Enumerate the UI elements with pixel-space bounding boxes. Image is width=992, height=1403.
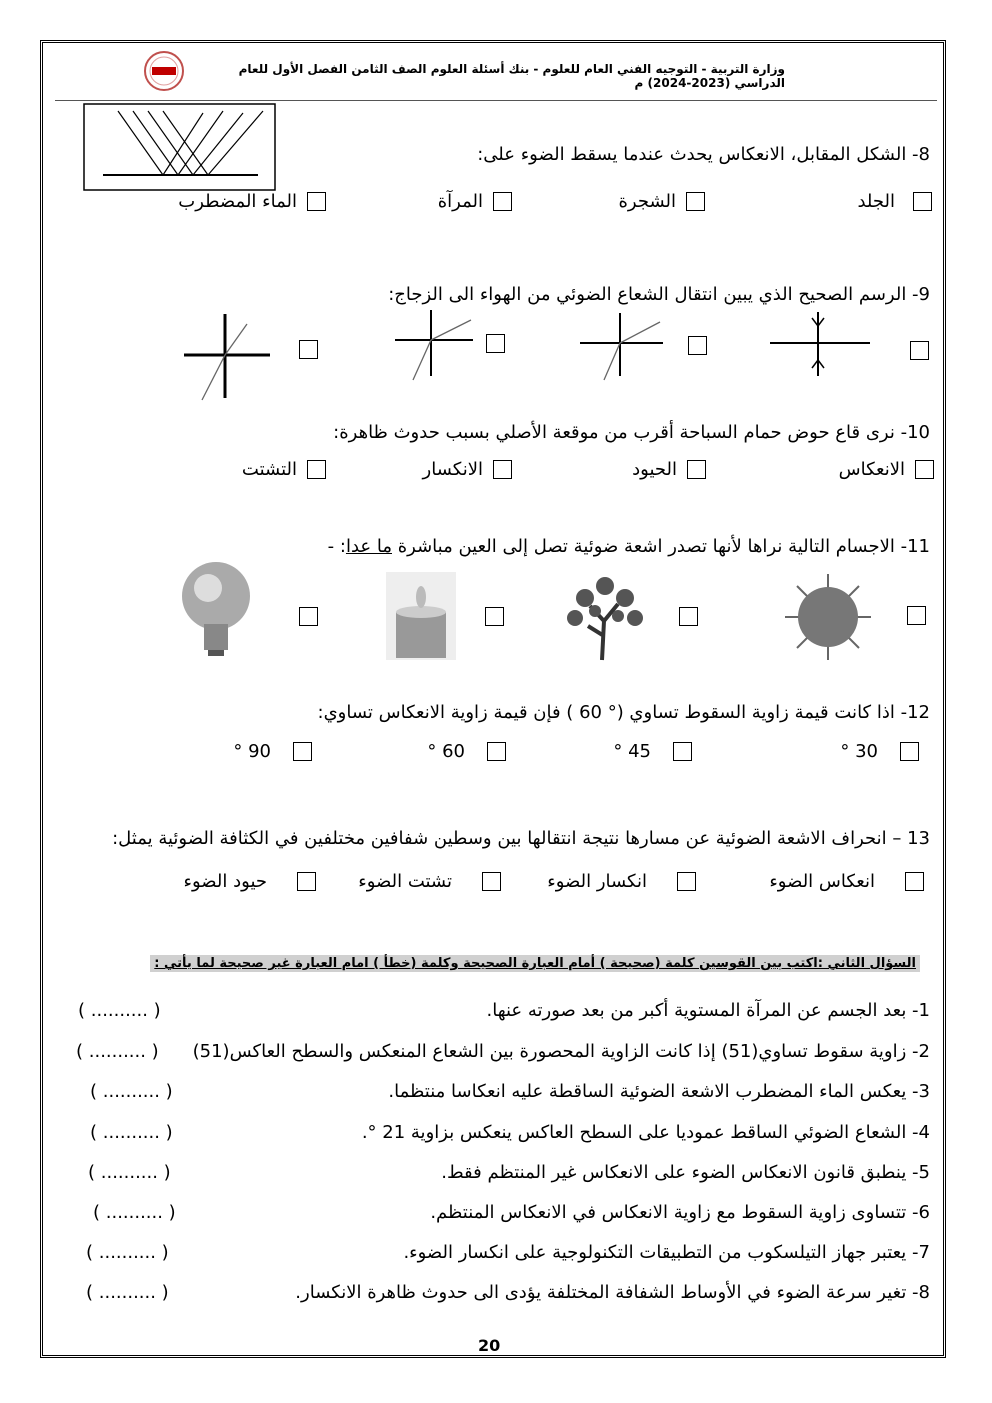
checkbox[interactable] (487, 742, 506, 761)
checkbox[interactable] (913, 192, 932, 211)
light-bulb-icon (178, 560, 258, 660)
checkbox[interactable] (900, 742, 919, 761)
answer-blank-2[interactable]: ( .......... ) (76, 1041, 159, 1062)
tree-icon (560, 566, 650, 662)
header-divider (55, 100, 937, 101)
q11-checkbox-2[interactable] (679, 607, 698, 626)
checkbox[interactable] (677, 872, 696, 891)
q13-option-2[interactable]: انكسار الضوء (547, 871, 696, 892)
checkbox[interactable] (307, 192, 326, 211)
q8-option-3[interactable]: المرآة (438, 191, 512, 212)
checkbox[interactable] (915, 460, 934, 479)
checkbox[interactable] (493, 192, 512, 211)
checkbox[interactable] (686, 192, 705, 211)
q10-option-3[interactable]: الانكسار (423, 459, 512, 480)
refraction-diagram-3 (393, 308, 478, 383)
q8-option-4[interactable]: الماء المضطرب (178, 191, 326, 212)
q9-checkbox-4[interactable] (299, 340, 318, 359)
statement-2: 2- زاوية سقوط تساوي(51) إذا كانت الزاوية المحصورة بين الشعاع المنعكس والسطح العاكس(51) (192, 1041, 930, 1062)
q8-option-1[interactable]: الجلد (857, 191, 932, 212)
statement-3: 3- يعكس الماء المضطرب الاشعة الضوئية الساقطة عليه انعكاسا منتظما. (388, 1081, 930, 1102)
statement-7: 7- يعتبر جهاز التيلسكوب من التطبيقات التكنولوجية على انكسار الضوء. (403, 1242, 930, 1263)
candle-icon (386, 572, 456, 660)
statement-8: 8- تغير سرعة الضوء في الأوساط الشفافة المختلفة يؤدى الى حدوث ظاهرة الانكسار. (295, 1282, 930, 1303)
header-title: وزارة التربية - التوجيه الفني العام للعلوم - بنك أسئلة العلوم الصف الثامن الفصل الأول للعام الدراسي (2023-2024) م (238, 62, 785, 90)
q13-option-3[interactable]: تشتت الضوء (358, 871, 501, 892)
question-9: 9- الرسم الصحيح الذي يبين انتقال الشعاع الضوئي من الهواء الى الزجاج: (388, 284, 930, 305)
answer-blank-7[interactable]: ( .......... ) (86, 1242, 169, 1263)
q11-checkbox-1[interactable] (907, 606, 926, 625)
answer-blank-8[interactable]: ( .......... ) (86, 1282, 169, 1303)
checkbox[interactable] (673, 742, 692, 761)
q13-option-4[interactable]: حيود الضوء (184, 871, 316, 892)
page-number: 20 (478, 1336, 501, 1355)
statement-5: 5- ينطبق قانون الانعكاس الضوء على الانعكاس غير المنتظم فقط. (441, 1162, 930, 1183)
checkbox[interactable] (297, 872, 316, 891)
section-2-title: السؤال الثاني :اكتب بين القوسين كلمة (صحيحة ) أمام العبارة الصحيحة وكلمة (خطأ ) امام العبارة غير صحيحة لما يأتي : (150, 955, 920, 972)
q12-option-3[interactable]: 60 ° (427, 741, 506, 762)
q9-checkbox-1[interactable] (910, 341, 929, 360)
answer-blank-6[interactable]: ( .......... ) (93, 1202, 176, 1223)
page-border (40, 40, 946, 1358)
answer-blank-5[interactable]: ( .......... ) (88, 1162, 171, 1183)
checkbox[interactable] (293, 742, 312, 761)
refraction-diagram-2 (578, 310, 668, 385)
q12-option-1[interactable]: 30 ° (840, 741, 919, 762)
q12-option-4[interactable]: 90 ° (233, 741, 312, 762)
q10-option-1[interactable]: الانعكاس (839, 459, 934, 480)
question-8: 8- الشكل المقابل، الانعكاس يحدث عندما يسقط الضوء على: (477, 144, 930, 165)
q9-checkbox-2[interactable] (688, 336, 707, 355)
checkbox[interactable] (482, 872, 501, 891)
answer-blank-3[interactable]: ( .......... ) (90, 1081, 173, 1102)
q12-option-2[interactable]: 45 ° (613, 741, 692, 762)
question-12: 12- اذا كانت قيمة زاوية السقوط تساوي (° 60 ) فإن قيمة زاوية الانعكاس تساوي: (317, 702, 930, 723)
question-11: 11- الاجسام التالية نراها لأنها تصدر اشعة ضوئية تصل إلى العين مباشرة ما عدا: - (327, 536, 930, 557)
ministry-seal-logo (142, 50, 186, 92)
checkbox[interactable] (687, 460, 706, 479)
question-10: 10- نرى قاع حوض حمام السباحة أقرب من موقعة الأصلي بسبب حدوث ظاهرة: (333, 422, 930, 443)
q10-option-4[interactable]: التشتت (242, 459, 326, 480)
refraction-diagram-4 (182, 312, 272, 402)
q10-option-2[interactable]: الحيود (632, 459, 706, 480)
refraction-diagram-1 (765, 310, 875, 380)
q8-option-2[interactable]: الشجرة (618, 191, 705, 212)
statement-4: 4- الشعاع الضوئي الساقط عموديا على السطح العاكس ينعكس بزاوية 21 °. (361, 1122, 930, 1143)
answer-blank-4[interactable]: ( .......... ) (90, 1122, 173, 1143)
sun-icon (783, 572, 873, 662)
q11-checkbox-3[interactable] (485, 607, 504, 626)
checkbox[interactable] (905, 872, 924, 891)
statement-6: 6- تتساوى زاوية السقوط مع زاوية الانعكاس في الانعكاس المنتظم. (430, 1202, 930, 1223)
q11-checkbox-4[interactable] (299, 607, 318, 626)
answer-blank-1[interactable]: ( .......... ) (78, 1000, 161, 1021)
q9-checkbox-3[interactable] (486, 334, 505, 353)
statement-1: 1- بعد الجسم عن المرآة المستوية أكبر من بعد صورته عنها. (486, 1000, 930, 1021)
question-13: 13 – انحراف الاشعة الضوئية عن مسارها نتيجة انتقالها بين وسطين شفافين مختلفين في الكثافة الضوئية يمثل: (112, 828, 930, 849)
diffuse-reflection-figure (83, 103, 276, 191)
checkbox[interactable] (493, 460, 512, 479)
q13-option-1[interactable]: انعكاس الضوء (769, 871, 924, 892)
checkbox[interactable] (307, 460, 326, 479)
